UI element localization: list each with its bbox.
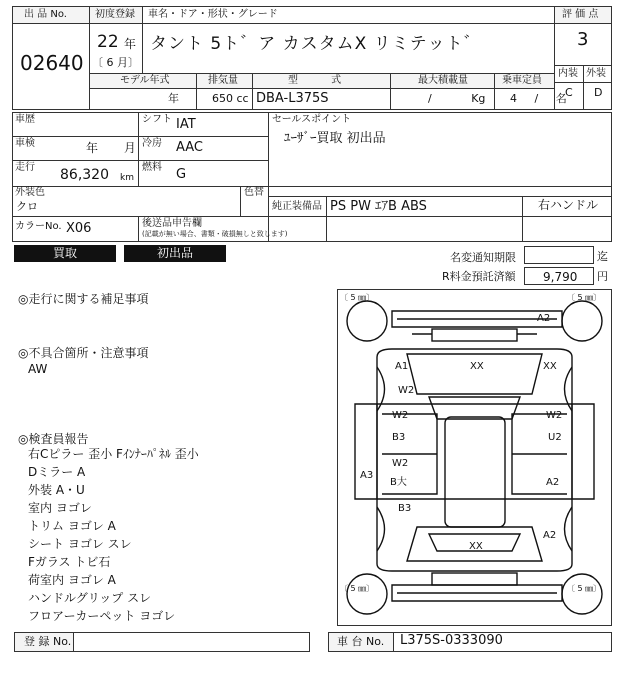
- mark-b-large: B大: [390, 477, 407, 488]
- tire-label-fr: 〔 5 ㎜〕: [567, 293, 602, 302]
- mileage-unit: km: [120, 173, 134, 183]
- mark-w2-a: W2: [398, 385, 415, 396]
- inspector-line: 室内 ヨゴレ: [28, 501, 92, 515]
- mark-a2-top: A2: [537, 313, 551, 324]
- mark-w2-c: W2: [546, 410, 563, 421]
- capacity-value: 4 / 名: [510, 92, 567, 105]
- tire-rear-right: [562, 574, 602, 614]
- car-name-label: 車名・ドア・形状・グレード: [148, 9, 278, 20]
- defects-title: ◎不具合箇所・注意事項: [18, 346, 149, 360]
- name-change-box: [524, 246, 594, 264]
- mark-a2-right: A2: [546, 477, 560, 488]
- fuel-value: G: [176, 167, 187, 182]
- displacement-value: 650 cc: [212, 92, 249, 105]
- mileage-value: 86,320: [60, 167, 109, 183]
- lot-label: 出 品 No.: [24, 9, 67, 20]
- first-reg-year-unit: 年: [124, 37, 137, 51]
- mark-b3-b: B3: [398, 503, 412, 514]
- reg-label: 登 録 No.: [24, 635, 72, 648]
- inspector-line: ハンドルグリップ スレ: [28, 591, 152, 605]
- color-no-label: カラーNo.: [15, 221, 62, 232]
- chassis-label: 車 台 No.: [337, 635, 385, 648]
- defect-item: AW: [28, 362, 48, 376]
- inspector-line: シート ヨゴレ スレ: [28, 537, 132, 551]
- model-year-label: モデル年式: [120, 75, 170, 86]
- tire-label-fl: 〔 5 ㎜〕: [340, 293, 375, 302]
- ac-value: AAC: [176, 140, 203, 155]
- ext-color-value: クロ: [16, 200, 38, 213]
- mileage-label: 走行: [15, 162, 35, 173]
- fuel-label: 燃料: [142, 162, 162, 173]
- tire-front-left: [347, 301, 387, 341]
- inspector-line: フロアーカーペット ヨゴレ: [28, 609, 176, 623]
- sales-point-label: セールスポイント: [272, 114, 352, 125]
- max-load-value: / Kg: [428, 92, 486, 105]
- shift-value: IAT: [176, 117, 196, 132]
- history-label: 車歴: [15, 114, 35, 125]
- aftermarket-label: 後送品申告欄: [142, 218, 202, 229]
- inspector-line: 荷室内 ヨゴレ A: [28, 573, 116, 587]
- recycle-value: 9,790: [543, 270, 578, 284]
- inspector-line: Dミラー A: [28, 465, 86, 479]
- interior-label: 内装: [558, 68, 578, 79]
- mark-xx-hood: XX: [470, 361, 484, 372]
- first-reg-year: 22: [97, 32, 119, 52]
- exterior-label: 外装: [586, 68, 606, 79]
- inspector-line: Fガラス トビ石: [28, 555, 111, 569]
- interior-grade: C: [565, 86, 573, 99]
- inspector-title: ◎検査員報告: [18, 432, 89, 446]
- inspector-line: トリム ヨゴレ A: [28, 519, 116, 533]
- tag-kaitori: 買取: [14, 245, 116, 262]
- first-reg-label: 初度登録: [95, 9, 135, 20]
- inspector-line: 外装 A・U: [28, 483, 85, 497]
- name-change-label: 名変通知期限: [450, 251, 516, 264]
- score-value: 3: [577, 29, 589, 50]
- max-load-label: 最大積載量: [418, 75, 468, 86]
- tag-hatsushuppin: 初出品: [124, 245, 226, 262]
- name-change-suffix: 迄: [597, 250, 608, 263]
- handle-value: 右ハンドル: [538, 198, 599, 212]
- car-name: タント 5ト゛ア カスタムX リミテット゛: [150, 34, 482, 54]
- mark-a2-rear: A2: [543, 530, 557, 541]
- mark-xx-rear: XX: [469, 541, 483, 552]
- shift-label: シフト: [142, 114, 172, 125]
- exterior-grade: D: [594, 86, 603, 99]
- inspector-line: 右Cピラー 歪小 Fｲﾝﾅｰﾊﾟﾈﾙ 歪小: [28, 447, 199, 461]
- score-label: 評 価 点: [562, 9, 599, 20]
- inspection-label: 車検: [15, 138, 35, 149]
- aftermarket-note: (記載が無い場合、書類・破損無しと致します): [142, 230, 288, 238]
- equipment-value: PS PW ｴｱB ABS: [330, 199, 427, 214]
- tire-label-rr: 〔 5 ㎜〕: [567, 584, 602, 593]
- tire-label-rl: 〔 5 ㎜〕: [340, 584, 375, 593]
- inspection-value: 年 月: [86, 141, 136, 155]
- first-reg-month: 〔 6 月〕: [92, 56, 139, 69]
- mark-a3: A3: [360, 470, 374, 481]
- mark-b3-a: B3: [392, 432, 406, 443]
- mark-w2-d: W2: [392, 458, 409, 469]
- mark-u2: U2: [548, 432, 562, 443]
- type-value: DBA-L375S: [256, 91, 329, 106]
- mark-xx-right-front: XX: [543, 361, 557, 372]
- recycle-unit: 円: [597, 270, 608, 283]
- displacement-label: 排気量: [208, 75, 238, 86]
- mark-w2-b: W2: [392, 410, 409, 421]
- car-diagram: [337, 289, 612, 626]
- tire-front-right: [562, 301, 602, 341]
- driving-title: ◎走行に関する補足事項: [18, 292, 149, 306]
- model-year-unit: 年: [168, 92, 179, 105]
- mark-a1: A1: [395, 361, 409, 372]
- tire-rear-left: [347, 574, 387, 614]
- color-no-value: X06: [66, 221, 92, 236]
- chassis-value: L375S-0333090: [400, 633, 503, 648]
- equipment-label: 純正装備品: [272, 201, 322, 212]
- ac-label: 冷房: [142, 138, 162, 149]
- ext-color-label: 外装色: [15, 187, 45, 198]
- color-change-label: 色替: [244, 187, 264, 198]
- capacity-label: 乗車定員: [502, 75, 542, 86]
- sales-point-value: ﾕｰｻﾞｰ買取 初出品: [284, 131, 386, 146]
- recycle-label: R料金預託済額: [442, 270, 516, 283]
- lot-number: 02640: [20, 51, 84, 75]
- type-label: 型 式: [288, 75, 342, 86]
